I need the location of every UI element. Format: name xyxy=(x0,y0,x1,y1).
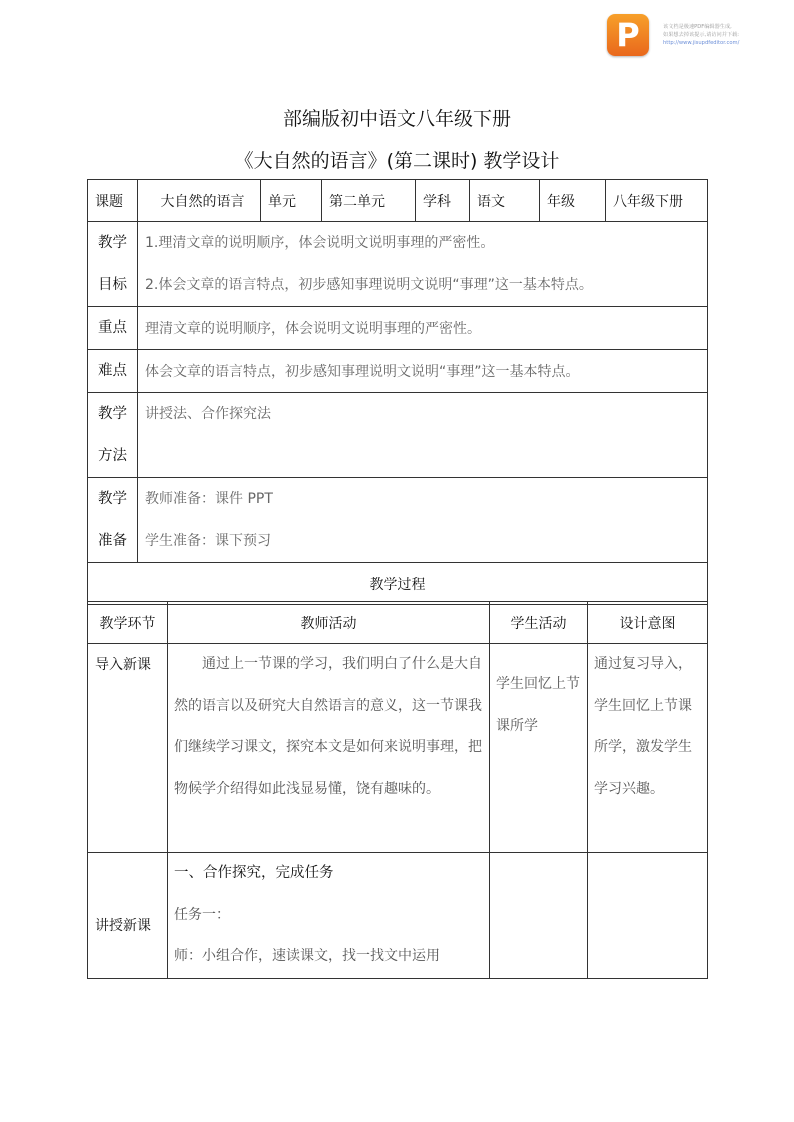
goals-label-2: 目标 xyxy=(98,277,127,293)
difficulty-label: 难点 xyxy=(88,350,138,393)
method-content xyxy=(138,393,708,478)
unit-label: 单元 xyxy=(261,180,322,222)
method-text: 讲授法、合作探究法 xyxy=(145,406,271,422)
watermark-link[interactable]: http://www.jisupdfeditor.com/ xyxy=(663,40,740,46)
header-design-intent: 设计意图 xyxy=(588,602,708,644)
document-title: 部编版初中语文八年级下册 xyxy=(282,108,511,130)
stage-label: 讲授新课 xyxy=(95,918,151,935)
design-intent-cell xyxy=(588,644,708,853)
teacher-activity-text: 通过上一节课的学习，我们明白了什么是大自然的语言以及研究大自然语言的意义，这一节课我们继续学习课文，探究本文是如何来说明事理，把物候学介绍得如此浅显易懂，饶有趣味的。 xyxy=(174,656,482,797)
goal-item: 1.理清文章的说明顺序，体会说明文说明事理的严密性。 xyxy=(145,235,495,251)
student-activity-cell xyxy=(490,644,588,853)
method-label xyxy=(88,393,138,478)
teacher-activity-text: 师：小组合作，速读课文，找一找文中运用 xyxy=(174,948,440,964)
grade-value: 八年级下册 xyxy=(606,180,708,222)
subject-value: 语文 xyxy=(470,180,540,222)
stage-cell xyxy=(88,853,168,979)
student-activity-cell xyxy=(490,853,588,979)
teaching-process-table xyxy=(87,601,708,979)
method-label-2: 方法 xyxy=(98,448,127,464)
logo-letter: P xyxy=(616,16,640,54)
teacher-prep: 教师准备：课件 PPT xyxy=(145,491,273,507)
stage-cell xyxy=(88,644,168,853)
topic-value: 大自然的语言 xyxy=(138,180,261,222)
method-label-1: 教学 xyxy=(98,406,127,422)
header-student-activity: 学生活动 xyxy=(490,602,588,644)
prep-label xyxy=(88,478,138,563)
goals-label-1: 教学 xyxy=(98,235,127,251)
topic-label: 课题 xyxy=(88,180,138,222)
key-point-label: 重点 xyxy=(88,307,138,350)
teacher-activity-cell xyxy=(168,853,490,979)
header-stage: 教学环节 xyxy=(88,602,168,644)
goals-content xyxy=(138,222,708,307)
watermark-line-2: 如果想去掉该提示,请访问并下载: xyxy=(663,32,740,38)
pdf-editor-logo xyxy=(607,14,649,56)
teacher-activity-task: 任务一： xyxy=(174,906,230,923)
watermark-line-1: 该文档是极速PDF编辑器生成, xyxy=(663,24,732,30)
design-intent-text: 通过复习导入，学生回忆上节课所学，激发学生学习兴趣。 xyxy=(594,656,692,797)
student-activity-text: 学生回忆上节课所学 xyxy=(496,676,580,734)
subject-label: 学科 xyxy=(416,180,470,222)
goal-item: 2.体会文章的语言特点，初步感知事理说明文说明“事理”这一基本特点。 xyxy=(145,277,593,293)
prep-label-1: 教学 xyxy=(98,491,127,507)
student-prep: 学生准备：课下预习 xyxy=(145,533,271,549)
grade-label: 年级 xyxy=(540,180,606,222)
prep-label-2: 准备 xyxy=(98,533,127,549)
design-intent-cell xyxy=(588,853,708,979)
goals-label xyxy=(88,222,138,307)
unit-value: 第二单元 xyxy=(322,180,416,222)
document-subtitle: 《大自然的语言》(第二课时) 教学设计 xyxy=(234,150,560,172)
lesson-info-table xyxy=(87,179,708,605)
process-heading: 教学过程 xyxy=(88,563,708,605)
teacher-activity-heading: 一、合作探究，完成任务 xyxy=(174,865,334,881)
teacher-activity-cell xyxy=(168,644,490,853)
prep-content xyxy=(138,478,708,563)
key-point-text: 理清文章的说明顺序，体会说明文说明事理的严密性。 xyxy=(138,307,708,350)
watermark-text xyxy=(663,23,739,47)
difficulty-text: 体会文章的语言特点，初步感知事理说明文说明“事理”这一基本特点。 xyxy=(138,350,708,393)
header-teacher-activity: 教师活动 xyxy=(168,602,490,644)
stage-label: 导入新课 xyxy=(95,657,151,673)
